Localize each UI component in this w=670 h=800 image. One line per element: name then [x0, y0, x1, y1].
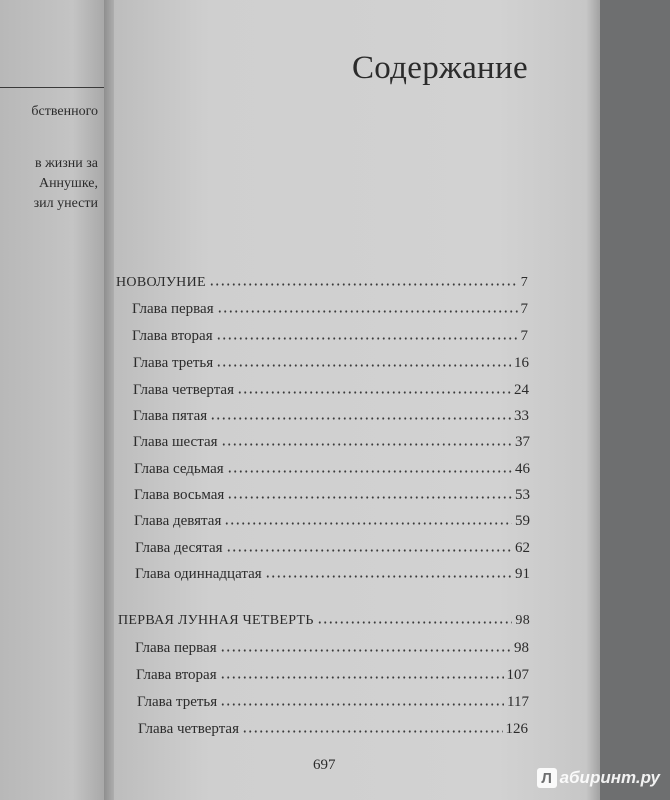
toc-chapter-title: Глава восьмая [134, 487, 225, 503]
toc-page-number: 7 [520, 328, 528, 344]
dot-leader [216, 328, 518, 340]
toc-chapter-title: Глава четвертая [133, 382, 234, 398]
toc-chapter-entry[interactable] [135, 640, 529, 657]
left-page-text-line: зил унести [33, 196, 98, 211]
toc-chapter-title: Глава девятая [134, 513, 222, 529]
toc-page-number: 107 [506, 667, 529, 683]
toc-chapter-title: Глава четвертая [138, 721, 239, 737]
toc-chapter-entry[interactable] [133, 382, 529, 399]
dot-leader [227, 487, 512, 499]
toc-chapter-entry[interactable] [135, 540, 530, 557]
toc-page-number: 59 [515, 513, 530, 529]
left-page-text-line: в жизни за [34, 156, 98, 171]
toc-chapter-title: Глава десятая [135, 540, 223, 556]
toc-chapter-entry[interactable] [133, 434, 530, 451]
left-page [0, 0, 104, 800]
toc-chapter-title: Глава седьмая [134, 461, 224, 477]
left-page-text-line: бственного [31, 104, 98, 119]
toc-chapter-entry[interactable] [132, 301, 528, 318]
dot-leader [217, 301, 518, 313]
toc-page-number: 24 [514, 382, 529, 398]
dot-leader [242, 721, 503, 733]
dot-leader [227, 461, 512, 473]
dot-leader [220, 640, 511, 652]
toc-chapter-title: Глава первая [132, 301, 214, 317]
toc-page-number: 46 [515, 461, 530, 477]
dot-leader [220, 694, 504, 706]
dot-leader [221, 434, 512, 446]
page-title: Содержание [352, 50, 528, 86]
toc-page-number: 7 [520, 275, 528, 290]
dot-leader [210, 408, 511, 420]
toc-page-number: 53 [515, 487, 530, 503]
page-edge [586, 0, 600, 800]
labirint-book-icon: Л [537, 768, 557, 788]
toc-page-number: 7 [520, 301, 528, 317]
toc-chapter-title: Глава вторая [132, 328, 213, 344]
dot-leader [265, 566, 512, 578]
dot-leader [209, 274, 518, 286]
toc-page-number: 91 [515, 566, 530, 582]
toc-chapter-title: Глава третья [133, 355, 214, 371]
toc-chapter-entry[interactable] [138, 721, 528, 738]
toc-page-number: 117 [507, 694, 529, 710]
toc-chapter-entry[interactable] [133, 355, 529, 372]
toc-chapter-entry[interactable] [136, 667, 529, 684]
toc-chapter-entry[interactable] [137, 694, 529, 711]
toc-chapter-entry[interactable] [134, 513, 530, 530]
dot-leader [216, 355, 511, 367]
toc-page-number: 126 [505, 721, 528, 737]
toc-chapter-title: Глава первая [135, 640, 217, 656]
toc-chapter-entry[interactable] [134, 487, 530, 504]
toc-chapter-entry[interactable] [132, 328, 528, 345]
toc-page-number: 98 [514, 640, 529, 656]
dot-leader [317, 612, 513, 624]
toc-chapter-entry[interactable] [133, 408, 529, 425]
watermark [537, 768, 660, 788]
toc-chapter-title: Глава вторая [136, 667, 217, 683]
toc-chapter-title: Глава одиннадцатая [135, 566, 262, 582]
toc-page-number: 16 [514, 355, 529, 371]
toc-page-number: 98 [515, 613, 530, 628]
dot-leader [237, 382, 511, 394]
toc-part-entry[interactable] [118, 612, 530, 629]
toc-page-number: 62 [515, 540, 530, 556]
toc-page-number: 37 [515, 434, 530, 450]
watermark-text: абиринт.ру [559, 768, 660, 787]
dot-leader [224, 513, 512, 525]
toc-chapter-title: Глава шестая [133, 434, 218, 450]
toc-part-title: НОВОЛУНИЕ [116, 275, 206, 290]
divider [0, 87, 104, 88]
dot-leader [226, 540, 513, 552]
left-page-text-line: Аннушке, [38, 176, 98, 191]
dot-leader [220, 667, 504, 679]
toc-chapter-entry[interactable] [135, 566, 530, 583]
toc-page-number: 33 [514, 408, 529, 424]
toc-chapter-title: Глава пятая [133, 408, 208, 424]
toc-chapter-entry[interactable] [134, 461, 530, 478]
toc-part-title: ПЕРВАЯ ЛУННАЯ ЧЕТВЕРТЬ [118, 613, 314, 628]
toc-chapter-title: Глава третья [137, 694, 218, 710]
toc-part-entry[interactable] [116, 274, 528, 291]
page-number: 697 [313, 757, 336, 773]
